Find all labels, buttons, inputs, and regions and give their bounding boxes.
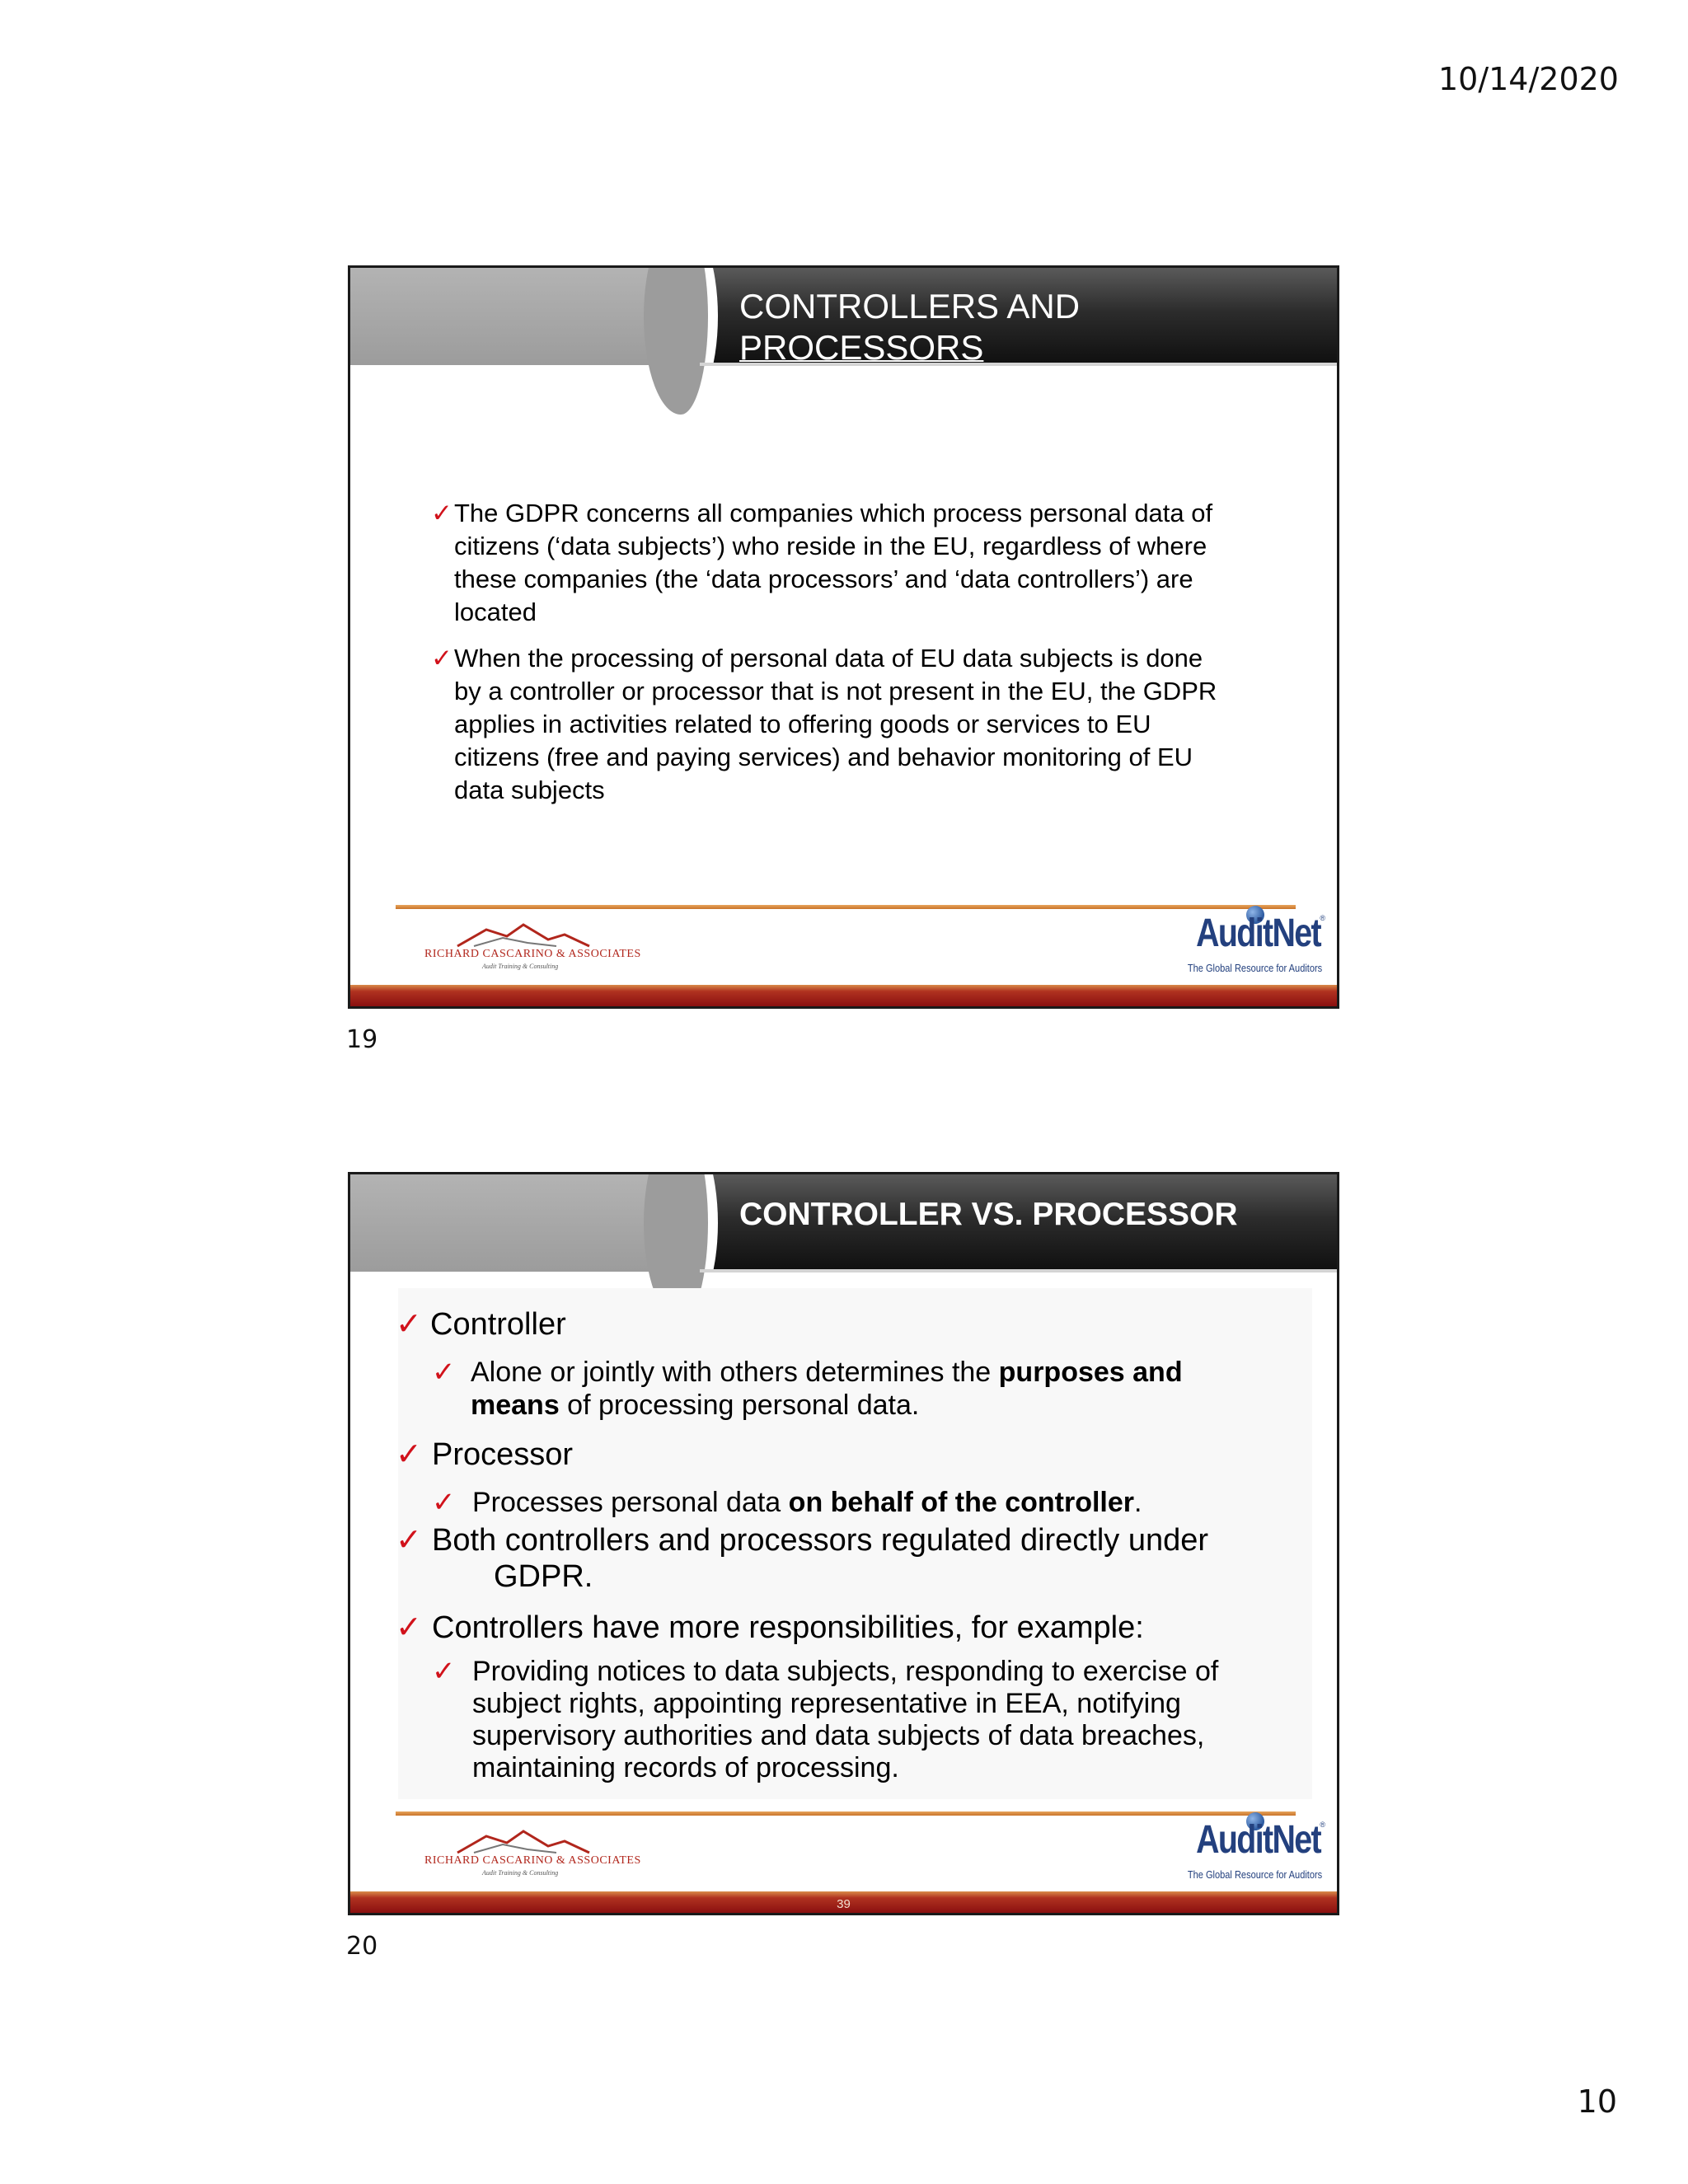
footer-band <box>350 985 1337 1006</box>
auditnet-logo <box>1181 906 1325 985</box>
rca-tagline: Audit Training & Consulting <box>482 963 559 970</box>
rca-logo <box>424 1820 647 1886</box>
auditnet-name: AuditNet <box>1196 912 1320 955</box>
rca-logo <box>424 913 647 979</box>
check-icon: ✓ <box>396 1610 422 1645</box>
check-icon: ✓ <box>432 1357 456 1388</box>
check-icon: ✓ <box>432 1656 456 1687</box>
slide-header <box>350 268 1337 365</box>
bullet-item-processor: ✓ Processor <box>396 1437 574 1472</box>
bullet-item-both: ✓ Both controllers and processors regulated directly under GDPR. <box>396 1523 1209 1594</box>
slide-controller-vs-processor <box>348 1172 1339 1915</box>
footer-rule <box>396 905 1296 909</box>
check-icon: ✓ <box>396 1437 422 1472</box>
auditnet-name: AuditNet <box>1196 1818 1320 1862</box>
auditnet-tagline: The Global Resource for Auditors <box>1187 962 1322 974</box>
sub-bullet-item: ✓ Providing notices to data subjects, responding to exercise of subject rights, appointing representative in EEA, notifying supervisory authorities and data subjects of data breaches, maintaining records of processing. <box>432 1656 1219 1783</box>
mountain-logo-icon <box>424 1820 647 1857</box>
check-icon: ✓ <box>431 644 452 673</box>
mountain-logo-icon <box>424 913 647 950</box>
slide-title: CONTROLLER VS. PROCESSOR <box>739 1197 1238 1232</box>
page-number: 10 <box>1577 2083 1617 2120</box>
registered-mark: ® <box>1320 1821 1325 1829</box>
registered-mark: ® <box>1320 914 1325 922</box>
bullet-item: ✓ The GDPR concerns all companies which process personal data of citizens (‘data subjects’) who reside in the EU, regardless of where these companies (the ‘data processors’ and ‘data controllers’) are located <box>431 497 1222 629</box>
slide-title: CONTROLLERS AND PROCESSORS <box>739 287 1081 367</box>
rca-tagline: Audit Training & Consulting <box>482 1869 559 1877</box>
rca-name: RICHARD CASCARINO & ASSOCIATES <box>424 1854 641 1867</box>
sub-bullet-item: ✓ Alone or jointly with others determines the purposes and means of processing personal data. <box>432 1357 1183 1421</box>
bullet-item: ✓ When the processing of personal data of EU data subjects is done by a controller or processor that is not present in the EU, the GDPR applies in activities related to offering goods or services to EU citizens (free and paying services) and behavior monitoring of EU data subjects <box>431 642 1222 807</box>
bullet-item-controller: ✓ Controller <box>396 1307 566 1342</box>
footer-band <box>350 1891 1337 1913</box>
slide-header <box>350 1174 1337 1272</box>
footer-rule <box>396 1811 1296 1816</box>
sub-bullet-item: ✓ Processes personal data on behalf of the controller. <box>432 1487 1142 1518</box>
rca-name: RICHARD CASCARINO & ASSOCIATES <box>424 948 641 960</box>
slide-number-label: 19 <box>346 1025 378 1054</box>
check-icon: ✓ <box>431 499 452 527</box>
slide-controllers-and-processors <box>348 265 1339 1009</box>
footer-slide-number: 39 <box>837 1897 851 1911</box>
check-icon: ✓ <box>432 1487 456 1518</box>
auditnet-logo <box>1181 1812 1325 1891</box>
slide-number-label: 20 <box>346 1932 378 1961</box>
check-icon: ✓ <box>396 1307 422 1342</box>
auditnet-tagline: The Global Resource for Auditors <box>1187 1868 1322 1881</box>
bullet-list <box>431 497 1222 807</box>
header-arc-decoration <box>644 265 718 415</box>
check-icon: ✓ <box>396 1523 422 1558</box>
page-date: 10/14/2020 <box>1437 61 1619 97</box>
bullet-list <box>396 1306 1311 1784</box>
bullet-item-responsibilities: ✓ Controllers have more responsibilities, for example: <box>396 1610 1144 1645</box>
